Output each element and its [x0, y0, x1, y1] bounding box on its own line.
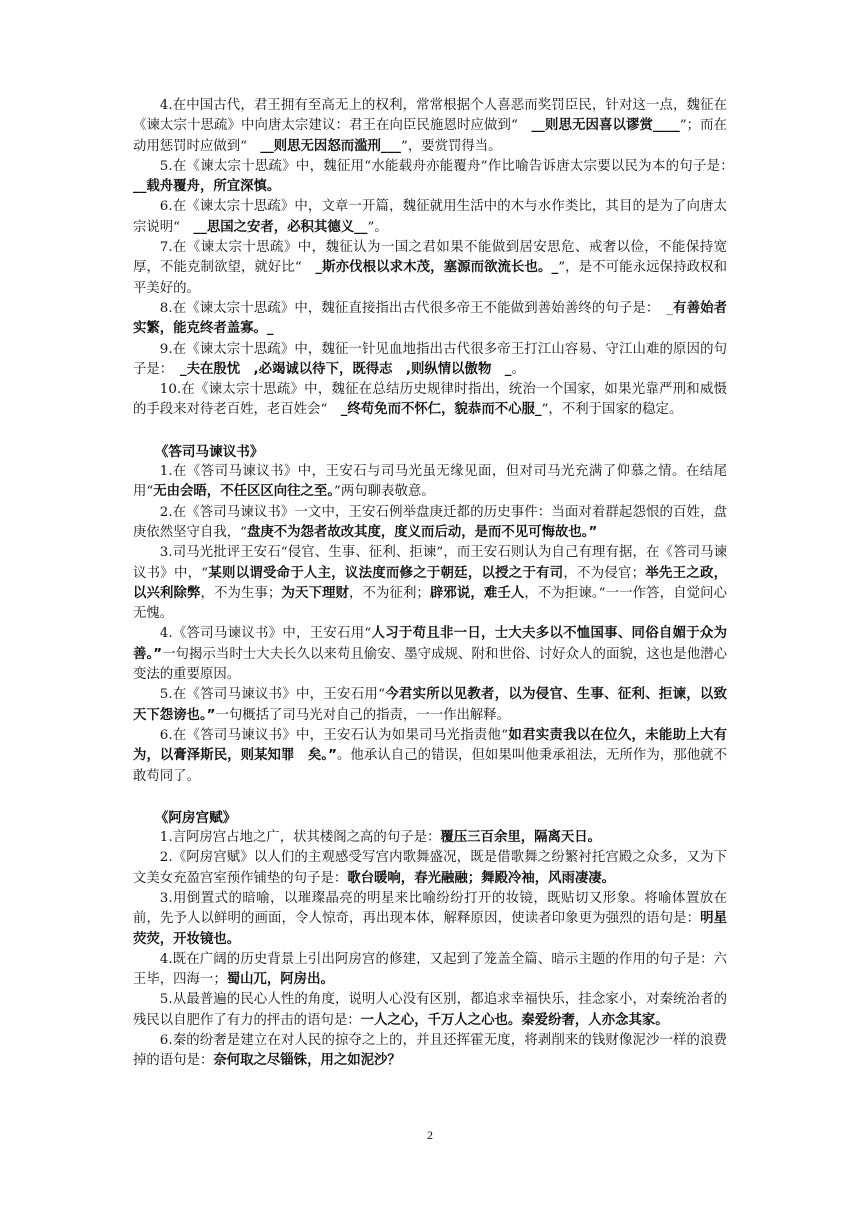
item-s1-8: 8.在《谏太宗十思疏》中，魏征直接指出古代很多帝王不能做到善始善终的句子是： _有善始者实繁，能克终者盖寡。_ [133, 300, 727, 337]
item-s1-9: 9.在《谏太宗十思疏》中，魏征一针见血地指出古代很多帝王打江山容易、守江山难的原因的句子是： _夫在殷忧 ,必竭诚以待下，既得志 ,则纵情以傲物 _。 [133, 341, 727, 377]
item-s3-6: 6.秦的纷奢是建立在对人民的掠夺之上的，并且还挥霍无度，将剥削来的钱财像泥沙一样的浪费掉的语句是：奈何取之尽锱铢，用之如泥沙？ [133, 1033, 727, 1069]
item-s2-6: 6.在《答司马谏议书》中，王安石认为如果司马光指责他“如君实责我以在位久，未能助上大有为，以膏泽斯民，则某知罪 矣。”。他承认自己的错误，但如果叫他秉承祖法，无所作为，那他就不敢苟同了。 [133, 727, 728, 784]
item-s2-1: 1.在《答司马谏议书》中，王安石与司马光虽无缘见面，但对司马光充满了仰慕之情。在结尾用“无由会晤，不任区区向往之至。”两句聊表敬意。 [133, 464, 727, 500]
item-s1-7: 7.在《谏太宗十思疏》中，魏征认为一国之君如果不能做到居安思危、戒奢以俭，不能保持宽厚，不能克制欲望，就好比“ _斯亦伐根以求木茂，塞源而欲流长也。_”，是不可能永远保持政权和平美好的。 [133, 240, 727, 296]
item-s3-5: 5.从最普遍的民心人性的角度，说明人心没有区别，都追求幸福快乐，挂念家小，对秦统治者的残民以自肥作了有力的抨击的语句是：一人之心，千万人之心也。秦爱纷奢，人亦念其家。 [133, 992, 727, 1028]
item-s2-3: 3.司马光批评王安石“侵官、生事、征利、拒谏”，而王安石则认为自己有理有据，在《答司马谏议书》中，“某则以谓受命于人主，议法度而修之于朝廷，以授之于有司，不为侵官；举先王之政，以兴利除弊，不为生事；为天下理财，不为征利；辟邪说，难壬人，不为拒谏。”一一作答，自觉问心无愧。 [133, 545, 728, 622]
page-number: 2 [427, 1128, 433, 1142]
item-s3-4: 4.既在广阔的历史背景上引出阿房宫的修建，又起到了笼盖全篇、暗示主题的作用的句子是：六王毕，四海一；蜀山兀，阿房出。 [133, 951, 727, 988]
item-s1-6: 6.在《谏太宗十思疏》中，文章一开篇，魏征就用生活中的木与水作类比，其目的是为了向唐太宗说明“ __思国之安者，必积其德义__”。 [133, 199, 727, 235]
section-title-dasima: 《答司马谏议书》 [154, 443, 264, 460]
item-s1-4: 4.在中国古代，君王拥有至高无上的权利，常常根据个人喜恶而奖罚臣民，针对这一点，魏征在《谏太宗十思疏》中向唐太宗建议：君王在向臣民施恩时应做到“ __则思无因喜以谬赏____”；而在动用惩罚时应做到“ __则思无因怒而滥刑___”，要赏罚得当。 [133, 98, 728, 154]
item-s3-1: 1.言阿房宫占地之广，状其楼阁之高的句子是：覆压三百余里，隔离天日。 [159, 830, 602, 846]
item-s2-2: 2.在《答司马谏议书》一文中，王安石例举盘庚迁都的历史事件：当面对着群起怨恨的百姓，盘庚依然坚守自我，“盘庚不为怨者故改其度，度义而后动，是而不见可悔故也。” [133, 504, 727, 540]
document-page [133, 96, 741, 1072]
item-s3-3: 3.用倒置式的暗喻，以璀璨晶亮的明星来比喻纷纷打开的妆镜，既贴切又形象。将喻体置放在前，先予人以鲜明的画面，令人惊奇，再出现本体，解释原因，使读者印象更为强烈的语句是：明星荧荧，开妆镜也。 [133, 890, 728, 947]
item-s3-2: 2.《阿房宫赋》以人们的主观感受写宫内歌舞盛况，既是借歌舞之纷繁衬托宫殿之众多，又为下文美女充盈宫室预作铺垫的句子是：歌台暖响，春光融融；舞殿冷袖，风雨凄凄。 [133, 850, 727, 886]
section-title-afanggong: 《阿房宫赋》 [154, 809, 237, 826]
item-s1-5: 5.在《谏太宗十思疏》中，魏征用“水能载舟亦能覆舟”作比喻告诉唐太宗要以民为本的句子是： __载舟覆舟，所宜深慎。 [133, 158, 741, 195]
item-s1-10: 10.在《谏太宗十思疏》中，魏征在总结历史规律时指出，统治一个国家，如果光靠严刑和威慑的手段来对待老百姓，老百姓会“ _终苟免而不怀仁，貌恭而不心服_”，不利于国家的稳定。 [133, 382, 727, 418]
item-s2-4: 4.《答司马谏议书》中，王安石用“人习于苟且非一日，士大夫多以不恤国事、同俗自媚于众为善。”一句揭示当时士大夫长久以来苟且偷安、墨守成规、附和世俗、讨好众人的面貌，这也是他潜心变法的重要原因。 [133, 626, 727, 683]
item-s2-5: 5.在《答司马谏议书》中，王安石用“今君实所以见教者，以为侵官、生事、征利、拒谏，以致天下怨谤也。”一句概括了司马光对自己的指责，一一作出解释。 [133, 687, 728, 723]
